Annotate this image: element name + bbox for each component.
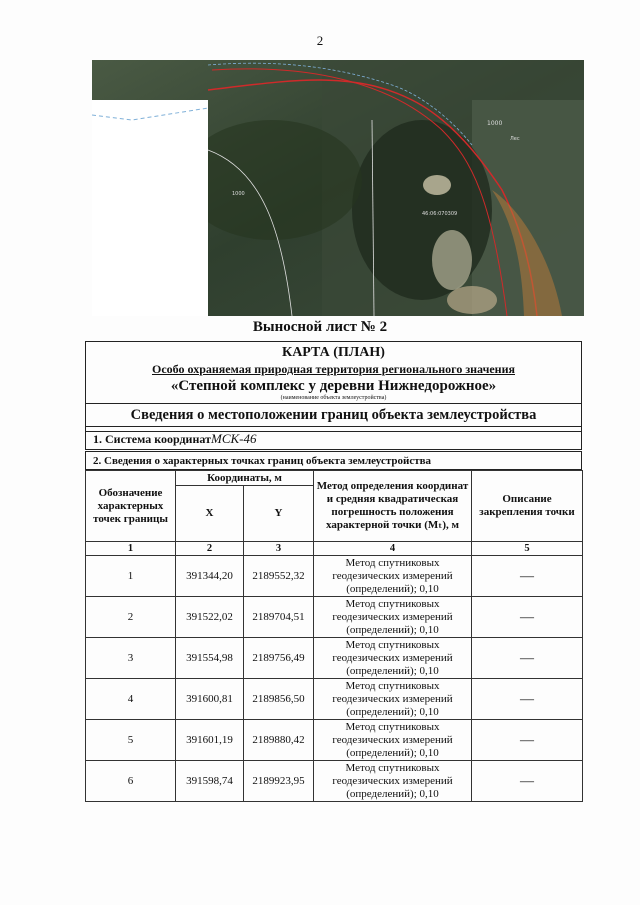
- method: Метод спутниковых геодезических измерений (определений); 0,10: [314, 679, 472, 720]
- svg-text:1000: 1000: [232, 191, 245, 197]
- point-id: 3: [86, 638, 176, 679]
- col-point-header: Обозначение характерных точек границы: [86, 471, 176, 542]
- description: —: [472, 638, 583, 679]
- map-header: [85, 341, 582, 432]
- coord-system-value: МСК-46: [210, 431, 257, 446]
- col-coords-header: Координаты, м: [176, 471, 314, 486]
- points-table: [85, 470, 583, 802]
- coord-system: [85, 426, 582, 450]
- description: —: [472, 597, 583, 638]
- satellite-map: [92, 60, 584, 316]
- table-row: [86, 556, 583, 597]
- coord-y: 2189704,51: [244, 597, 314, 638]
- col-desc-header: Описание закрепления точки: [472, 471, 583, 542]
- table-row: [86, 761, 583, 802]
- map-image: [92, 60, 584, 316]
- coord-system-label: 1. Система координат: [93, 432, 211, 446]
- col-number: 2: [176, 542, 244, 556]
- description: —: [472, 720, 583, 761]
- svg-text:Лес: Лес: [510, 136, 520, 142]
- coord-x: 391598,74: [176, 761, 244, 802]
- description: —: [472, 556, 583, 597]
- col-number: 3: [244, 542, 314, 556]
- object-name: «Степной комплекс у деревни Нижнедорожное»: [170, 378, 497, 394]
- coord-x: 391600,81: [176, 679, 244, 720]
- section-title: Сведения о местоположении границ объекта землеустройства: [86, 403, 581, 424]
- coord-y: 2189880,42: [244, 720, 314, 761]
- method: Метод спутниковых геодезических измерений (определений); 0,10: [314, 720, 472, 761]
- method: Метод спутниковых геодезических измерений (определений); 0,10: [314, 556, 472, 597]
- table-row: [86, 720, 583, 761]
- header-title: КАРТА (ПЛАН): [282, 345, 385, 360]
- description: —: [472, 679, 583, 720]
- coord-y: 2189856,50: [244, 679, 314, 720]
- point-id: 1: [86, 556, 176, 597]
- point-id: 4: [86, 679, 176, 720]
- svg-text:46:06:070309: 46:06:070309: [422, 211, 458, 217]
- col-number: 4: [314, 542, 472, 556]
- table-row: [86, 638, 583, 679]
- point-id: 2: [86, 597, 176, 638]
- col-method-header: Метод определения координат и средняя квадратическая погрешность положения характерной точки (Mₜ), м: [314, 471, 472, 542]
- page-number: 2: [316, 33, 324, 48]
- description: —: [472, 761, 583, 802]
- table-row: [86, 597, 583, 638]
- col-number: 1: [86, 542, 176, 556]
- col-y-header: Y: [244, 486, 314, 542]
- point-id: 6: [86, 761, 176, 802]
- point-id: 5: [86, 720, 176, 761]
- header-subtitle: Особо охраняемая природная территория регионального значения: [152, 362, 515, 376]
- object-caption: (наименование объекта землеустройства): [280, 395, 387, 401]
- points-section-title: 2. Сведения о характерных точках границ объекта землеустройства: [85, 451, 582, 470]
- method: Метод спутниковых геодезических измерений (определений); 0,10: [314, 761, 472, 802]
- coord-y: 2189923,95: [244, 761, 314, 802]
- coord-y: 2189552,32: [244, 556, 314, 597]
- sheet-title: Выносной лист № 2: [252, 319, 388, 335]
- method: Метод спутниковых геодезических измерений (определений); 0,10: [314, 597, 472, 638]
- col-number: 5: [472, 542, 583, 556]
- col-x-header: X: [176, 486, 244, 542]
- svg-text:1000: 1000: [487, 120, 503, 127]
- coord-x: 391601,19: [176, 720, 244, 761]
- coord-x: 391554,98: [176, 638, 244, 679]
- coord-y: 2189756,49: [244, 638, 314, 679]
- table-row: [86, 679, 583, 720]
- coord-x: 391522,02: [176, 597, 244, 638]
- coord-x: 391344,20: [176, 556, 244, 597]
- method: Метод спутниковых геодезических измерений (определений); 0,10: [314, 638, 472, 679]
